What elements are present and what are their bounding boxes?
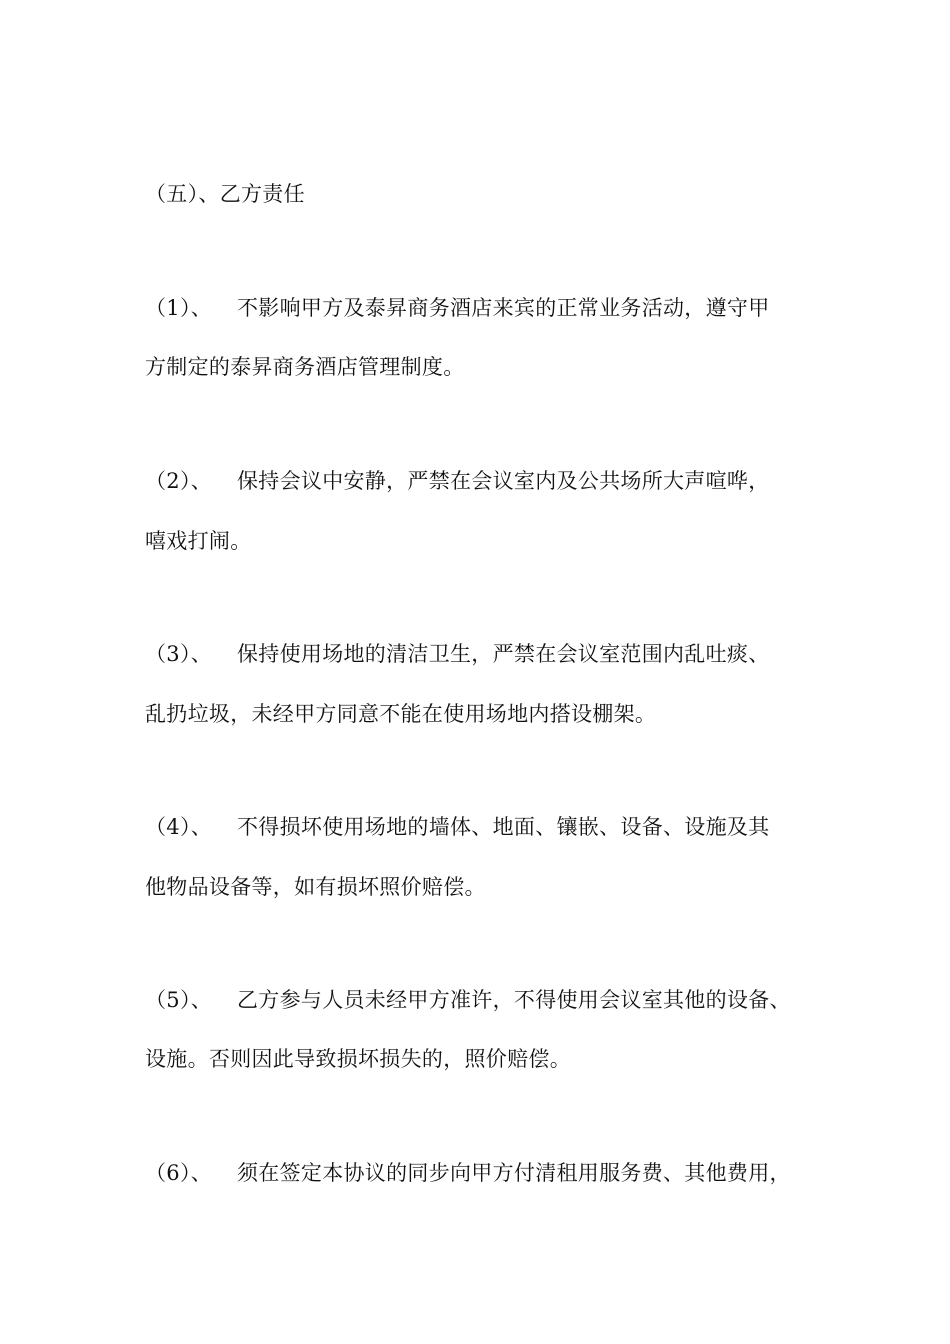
clause-3-line-1: [145, 640, 770, 668]
clause-6-text: 须在签定本协议的同步向甲方付清租用服务费、其他费用，: [237, 1161, 791, 1185]
clause-6-line-1: [145, 1159, 791, 1187]
clause-5-line-2: 设施。否则因此导致损坏损失的，照价赔偿。: [145, 1047, 571, 1071]
clause-2-line-2: 嘻戏打闹。: [145, 529, 252, 553]
clause-2-text: 保持会议中安静，严禁在会议室内及公共场所大声喧哗，: [237, 469, 770, 493]
clause-3-number: （3）、: [145, 642, 213, 666]
clause-5-line-1: [145, 986, 791, 1014]
clause-4-line-1: [145, 813, 770, 841]
clause-3-text: 保持使用场地的清洁卫生，严禁在会议室范围内乱吐痰、: [237, 642, 770, 666]
clause-1-line-2: 方制定的泰昇商务酒店管理制度。: [145, 355, 465, 379]
clause-4-line-2: 他物品设备等，如有损坏照价赔偿。: [145, 875, 486, 899]
clause-1-line-1: [145, 294, 770, 322]
clause-4-number: （4）、: [145, 815, 213, 839]
clause-5-text: 乙方参与人员未经甲方准许，不得使用会议室其他的设备、: [237, 988, 791, 1012]
clause-2-line-1: [145, 467, 770, 495]
clause-6-number: （6）、: [145, 1161, 213, 1185]
clause-4-text: 不得损坏使用场地的墙体、地面、镶嵌、设备、设施及其: [237, 815, 770, 839]
clause-5-number: （5）、: [145, 988, 213, 1012]
clause-1-text: 不影响甲方及泰昇商务酒店来宾的正常业务活动，遵守甲: [237, 296, 770, 320]
clause-2-number: （2）、: [145, 469, 213, 493]
section-heading: （五）、乙方责任: [145, 182, 305, 206]
clause-3-line-2: 乱扔垃圾，未经甲方同意不能在使用场地内搭设棚架。: [145, 702, 657, 726]
clause-1-number: （1）、: [145, 296, 213, 320]
